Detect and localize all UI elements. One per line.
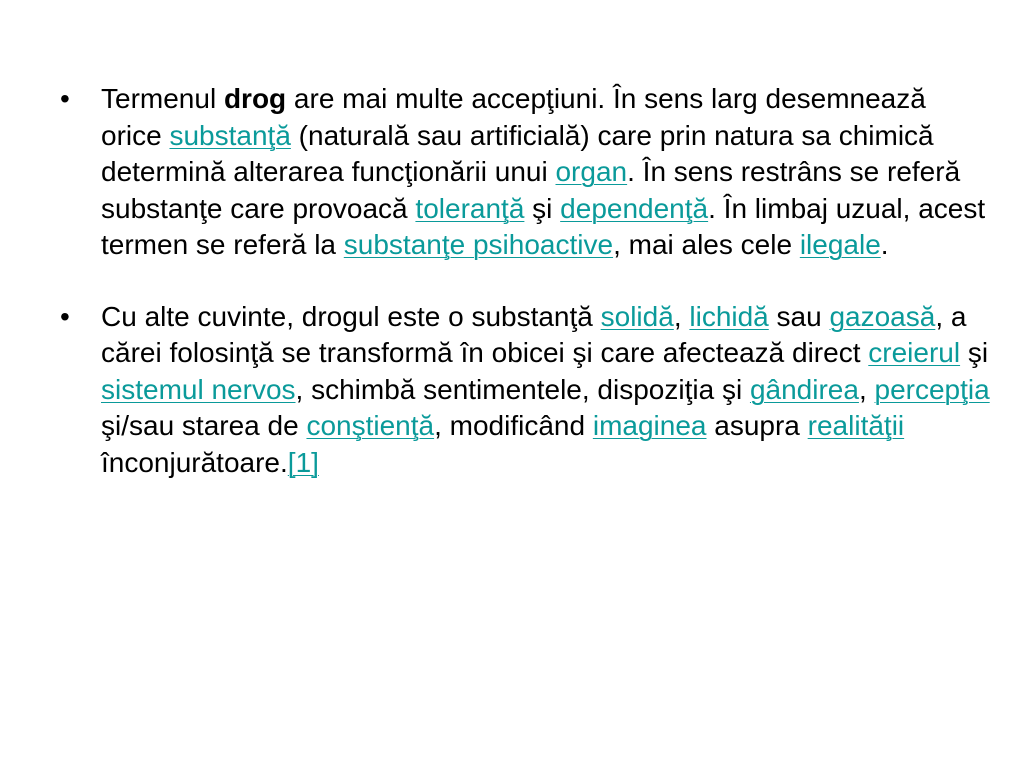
paragraph-text: înconjurătoare. [101, 446, 288, 478]
link-gandirea[interactable]: gândirea [749, 373, 859, 405]
link-substanta[interactable]: substanţă [169, 119, 291, 151]
bullet-item-drog-effects [60, 299, 990, 482]
paragraph-text: (naturală sau artificială) care prin natura sa chimică determină alterarea funcţionării unui [101, 119, 934, 187]
paragraph-text: . [880, 229, 889, 260]
paragraph-text: , [673, 300, 690, 332]
paragraph-text: , a cărei folosinţă se transformă în obicei şi care afectează direct [101, 300, 967, 368]
bullet-marker: • [60, 300, 70, 332]
link-lichida[interactable]: lichidă [689, 300, 769, 332]
bullet-marker: • [60, 83, 70, 114]
link-dependenta[interactable]: dependenţă [560, 192, 709, 224]
paragraph-text: . În limbaj uzual, acest termen se referă la [101, 192, 986, 260]
link-reference-1[interactable]: [1] [287, 446, 319, 478]
paragraph-text: are mai multe accepţiuni. În sens larg desemnează orice [101, 83, 926, 151]
paragraph-text: şi/sau starea de [101, 410, 307, 441]
link-realitatii[interactable]: realităţii [807, 410, 905, 441]
paragraph-text: , mai ales cele [613, 229, 800, 260]
link-constienta[interactable]: conştienţă [306, 410, 435, 441]
link-toleranta[interactable]: toleranţă [415, 192, 525, 224]
link-sistemul-nervos[interactable]: sistemul nervos [101, 373, 296, 405]
bullet-list [60, 81, 990, 516]
link-ilegale[interactable]: ilegale [799, 229, 881, 260]
paragraph-text: sau [768, 300, 830, 332]
link-solida[interactable]: solidă [600, 300, 674, 332]
paragraph-text: , schimbă sentimentele, dispoziţia şi [295, 373, 750, 405]
paragraph-text: , [858, 373, 875, 405]
paragraph-text: şi [960, 337, 989, 368]
link-organ[interactable]: organ [555, 156, 628, 187]
link-perceptia[interactable]: percepţia [874, 373, 990, 405]
paragraph-text: , modificând [434, 410, 593, 441]
paragraph-text: şi [524, 192, 561, 224]
paragraph-text: asupra [706, 410, 808, 441]
link-imaginea[interactable]: imaginea [592, 410, 707, 441]
paragraph-text: Cu alte cuvinte, drogul este o substanţă [101, 300, 601, 332]
paragraph-text: . În sens restrâns se referă substanţe care provoacă [101, 156, 961, 224]
paragraph-text: Termenul [101, 83, 224, 114]
bullet-item-drog-definition [60, 81, 990, 264]
term-drog: drog [223, 83, 287, 114]
link-creierul[interactable]: creierul [868, 337, 961, 368]
link-substante-psihoactive[interactable]: substanţe psihoactive [343, 229, 614, 260]
link-gazoasa[interactable]: gazoasă [829, 300, 936, 332]
